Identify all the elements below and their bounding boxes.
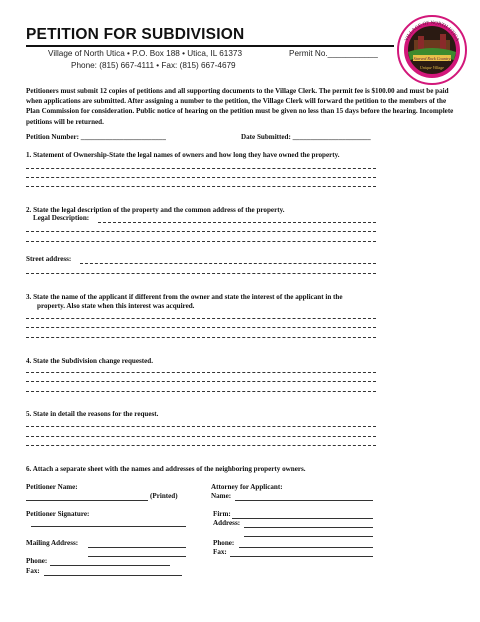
section-1-line-1[interactable] [26, 168, 376, 169]
attorney-phone-label: Phone: [213, 539, 235, 547]
section-1-line-3[interactable] [26, 186, 376, 187]
petitioner-name-line[interactable] [26, 500, 148, 501]
street-address-label: Street address: [26, 255, 72, 263]
attorney-address-label: Address: [213, 519, 241, 527]
section-1-heading: 1. Statement of Ownership-State the legal names of owners and how long they have owned the property. [26, 151, 340, 159]
attorney-heading: Attorney for Applicant: [211, 483, 283, 491]
petitioner-signature-line[interactable] [31, 526, 186, 527]
mailing-address-label: Mailing Address: [26, 539, 79, 547]
petitioner-phone-label: Phone: [26, 557, 48, 565]
page-title: PETITION FOR SUBDIVISION [26, 26, 245, 43]
section-3-heading: 3. State the name of the applicant if different from the owner and state the interest of the applicant in the [26, 293, 343, 301]
petitioner-fax-line[interactable] [44, 575, 182, 576]
street-address-line-2[interactable] [26, 273, 376, 274]
section-5-line-1[interactable] [26, 426, 376, 427]
section-1-line-2[interactable] [26, 177, 376, 178]
permit-number-field[interactable]: Permit No.___________ [289, 49, 378, 58]
attorney-address-line-1[interactable] [244, 527, 373, 528]
phone-fax-line: Phone: (815) 667-4111 • Fax: (815) 667-4679 [71, 61, 236, 70]
section-4-line-2[interactable] [26, 381, 376, 382]
attorney-fax-label: Fax: [213, 548, 227, 556]
legal-description-label: Legal Description: [33, 214, 90, 222]
petitioner-phone-line[interactable] [50, 565, 170, 566]
petitioner-signature-label: Petitioner Signature: [26, 510, 90, 518]
street-address-line-1[interactable] [80, 263, 376, 264]
mailing-address-line-1[interactable] [88, 547, 186, 548]
attorney-name-label: Name: [211, 492, 232, 500]
attorney-fax-line[interactable] [230, 556, 373, 557]
seal-bottom-text: Unique Village [419, 65, 445, 70]
section-3-line-2[interactable] [26, 327, 376, 328]
section-2-heading: 2. State the legal description of the property and the common address of the property. [26, 206, 285, 214]
intro-paragraph: Petitioners must submit 12 copies of petitions and all supporting documents to the Village Clerk. The permit fee is $100.00 and must be paid when applications are submitted. After assigning a number to the petition, the Village Clerk will forward the petition to the members of the Plan Commission for consideration. Public notice of hearing on the petition must be given no less than 15 days before the hearing. Incomplete petitions will be returned. [26, 87, 454, 126]
attorney-name-line[interactable] [235, 500, 373, 501]
attorney-phone-line[interactable] [239, 547, 373, 548]
section-5-line-3[interactable] [26, 445, 376, 446]
date-submitted-field[interactable]: Date Submitted: ______________________ [241, 133, 371, 141]
section-3-line-1[interactable] [26, 318, 376, 319]
section-6-heading: 6. Attach a separate sheet with the names and addresses of the neighboring property owners. [26, 465, 306, 473]
legal-description-line-2[interactable] [26, 231, 376, 232]
section-4-line-1[interactable] [26, 372, 376, 373]
title-underline [26, 45, 394, 47]
legal-description-line-1[interactable] [98, 222, 376, 223]
attorney-address-line-2[interactable] [244, 536, 373, 537]
printed-label: (Printed) [150, 492, 178, 500]
address-line: Village of North Utica • P.O. Box 188 • Utica, IL 61373 [48, 49, 242, 58]
section-5-heading: 5. State in detail the reasons for the request. [26, 410, 159, 418]
section-4-line-3[interactable] [26, 391, 376, 392]
section-3-line-3[interactable] [26, 337, 376, 338]
attorney-firm-label: Firm: [213, 510, 231, 518]
petitioner-fax-label: Fax: [26, 567, 40, 575]
section-4-heading: 4. State the Subdivision change requested. [26, 357, 153, 365]
petition-number-field[interactable]: Petition Number: ________________________ [26, 133, 166, 141]
seal-center-text: Starved Rock Country [413, 55, 451, 61]
attorney-firm-line[interactable] [232, 518, 373, 519]
petitioner-name-label: Petitioner Name: [26, 483, 78, 491]
seal-top-text: VILLAGE OF NORTH UTICA [404, 20, 460, 43]
legal-description-line-3[interactable] [26, 241, 376, 242]
village-seal-logo [396, 14, 468, 86]
section-3-heading-cont: property. Also state when this interest was acquired. [37, 302, 195, 310]
section-5-line-2[interactable] [26, 436, 376, 437]
mailing-address-line-2[interactable] [88, 556, 186, 557]
